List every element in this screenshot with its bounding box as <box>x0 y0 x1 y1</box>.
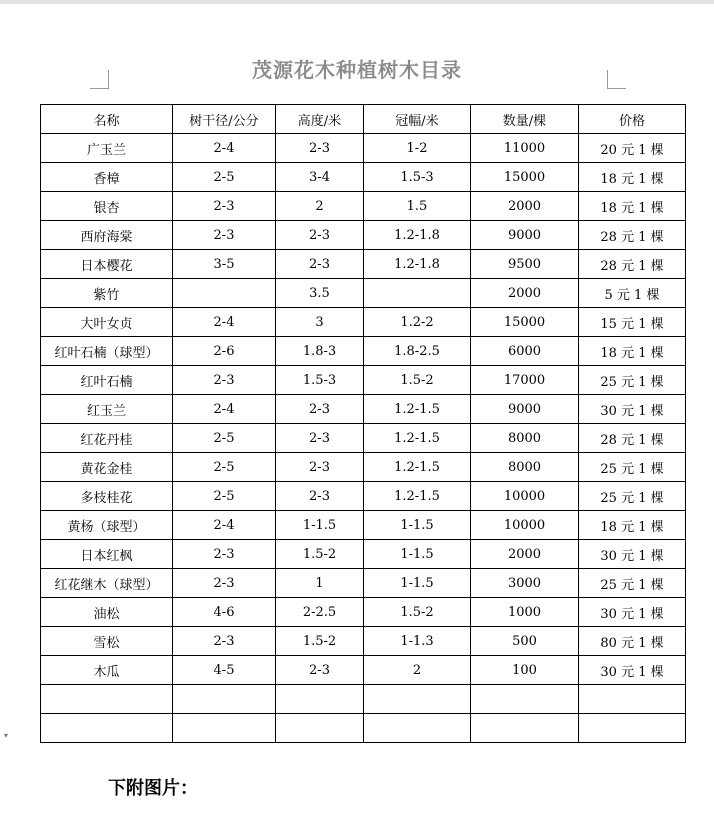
cell-name: 木瓜 <box>41 656 173 685</box>
table-row <box>41 250 686 279</box>
header-trunk-diameter: 树干径/公分 <box>173 105 276 134</box>
cell-quantity: 3000 <box>471 569 579 598</box>
cell-trunk-diameter: 2-3 <box>173 627 276 656</box>
cell-crown-width: 1.5 <box>364 192 471 221</box>
table-row <box>41 685 686 714</box>
cell-height: 2-3 <box>276 656 364 685</box>
table-row <box>41 221 686 250</box>
table-row <box>41 482 686 511</box>
cell-height: 1.8-3 <box>276 337 364 366</box>
cell-height: 2-3 <box>276 134 364 163</box>
header-height: 高度/米 <box>276 105 364 134</box>
table-row <box>41 656 686 685</box>
cell-name: 紫竹 <box>41 279 173 308</box>
cell-crown-width: 1-1.5 <box>364 569 471 598</box>
cell-name: 红叶石楠（球型） <box>41 337 173 366</box>
cell-name: 红花继木（球型） <box>41 569 173 598</box>
table-row <box>41 366 686 395</box>
cell-trunk-diameter <box>173 714 276 743</box>
header-quantity: 数量/棵 <box>471 105 579 134</box>
cell-price: 28 元 1 棵 <box>579 221 686 250</box>
cell-trunk-diameter: 2-3 <box>173 192 276 221</box>
cell-quantity: 8000 <box>471 424 579 453</box>
cell-trunk-diameter: 4-6 <box>173 598 276 627</box>
top-ruler-bar <box>0 0 714 4</box>
cell-quantity <box>471 714 579 743</box>
cell-quantity: 500 <box>471 627 579 656</box>
cell-trunk-diameter: 2-5 <box>173 453 276 482</box>
cell-name: 广玉兰 <box>41 134 173 163</box>
cell-height: 3-4 <box>276 163 364 192</box>
cell-crown-width <box>364 685 471 714</box>
cell-quantity <box>471 685 579 714</box>
cell-price: 80 元 1 棵 <box>579 627 686 656</box>
cell-crown-width: 1.2-1.8 <box>364 221 471 250</box>
cell-height <box>276 714 364 743</box>
cell-price: 18 元 1 棵 <box>579 337 686 366</box>
cell-trunk-diameter <box>173 279 276 308</box>
cell-crown-width: 1.5-2 <box>364 366 471 395</box>
cell-quantity: 2000 <box>471 279 579 308</box>
table-row <box>41 511 686 540</box>
cell-name: 油松 <box>41 598 173 627</box>
cell-quantity: 10000 <box>471 482 579 511</box>
table-row <box>41 308 686 337</box>
table-header-row <box>41 105 686 134</box>
cell-quantity: 9000 <box>471 395 579 424</box>
cell-crown-width: 1.2-1.5 <box>364 424 471 453</box>
table-row <box>41 627 686 656</box>
cell-name: 日本樱花 <box>41 250 173 279</box>
cell-price: 30 元 1 棵 <box>579 656 686 685</box>
cell-quantity: 6000 <box>471 337 579 366</box>
cell-trunk-diameter: 2-5 <box>173 424 276 453</box>
cell-quantity: 15000 <box>471 308 579 337</box>
cell-trunk-diameter: 2-6 <box>173 337 276 366</box>
cell-height: 2-3 <box>276 250 364 279</box>
header-crown-width: 冠幅/米 <box>364 105 471 134</box>
cell-height: 1.5-2 <box>276 540 364 569</box>
cell-crown-width <box>364 714 471 743</box>
table-row <box>41 598 686 627</box>
cell-price: 28 元 1 棵 <box>579 250 686 279</box>
cell-trunk-diameter: 2-4 <box>173 395 276 424</box>
cell-name: 日本红枫 <box>41 540 173 569</box>
cell-trunk-diameter: 2-4 <box>173 308 276 337</box>
cell-crown-width: 1.2-1.8 <box>364 250 471 279</box>
cell-trunk-diameter: 2-3 <box>173 540 276 569</box>
cell-height <box>276 685 364 714</box>
cell-height: 2-3 <box>276 424 364 453</box>
cell-name: 红叶石楠 <box>41 366 173 395</box>
cell-crown-width: 1-1.3 <box>364 627 471 656</box>
cell-name: 香樟 <box>41 163 173 192</box>
cell-height: 2 <box>276 192 364 221</box>
cell-price: 28 元 1 棵 <box>579 424 686 453</box>
cell-height: 1.5-3 <box>276 366 364 395</box>
cell-height: 2-3 <box>276 482 364 511</box>
cell-name: 银杏 <box>41 192 173 221</box>
cell-crown-width: 1.5-2 <box>364 598 471 627</box>
table-row <box>41 192 686 221</box>
cell-trunk-diameter <box>173 685 276 714</box>
table-row <box>41 453 686 482</box>
cell-quantity: 9000 <box>471 221 579 250</box>
cell-quantity: 1000 <box>471 598 579 627</box>
table-row <box>41 540 686 569</box>
header-name: 名称 <box>41 105 173 134</box>
table-row <box>41 424 686 453</box>
cell-crown-width: 1.2-1.5 <box>364 453 471 482</box>
cell-price <box>579 714 686 743</box>
tree-catalog-table <box>40 104 686 743</box>
cell-name: 西府海棠 <box>41 221 173 250</box>
cell-price: 30 元 1 棵 <box>579 395 686 424</box>
cell-price: 18 元 1 棵 <box>579 192 686 221</box>
cell-trunk-diameter: 3-5 <box>173 250 276 279</box>
cell-height: 1.5-2 <box>276 627 364 656</box>
cell-name: 大叶女贞 <box>41 308 173 337</box>
cell-price <box>579 685 686 714</box>
table-row <box>41 134 686 163</box>
cell-price: 20 元 1 棵 <box>579 134 686 163</box>
cell-height: 2-3 <box>276 453 364 482</box>
cell-name: 红花丹桂 <box>41 424 173 453</box>
cell-price: 30 元 1 棵 <box>579 540 686 569</box>
cell-price: 18 元 1 棵 <box>579 511 686 540</box>
cell-trunk-diameter: 2-3 <box>173 569 276 598</box>
cell-crown-width: 1.2-2 <box>364 308 471 337</box>
cell-quantity: 2000 <box>471 540 579 569</box>
table-row <box>41 569 686 598</box>
paragraph-marker: ▾ <box>4 731 9 740</box>
header-price: 价格 <box>579 105 686 134</box>
cell-height: 3.5 <box>276 279 364 308</box>
cell-height: 2-3 <box>276 395 364 424</box>
cell-quantity: 15000 <box>471 163 579 192</box>
cell-crown-width: 1.8-2.5 <box>364 337 471 366</box>
table-row <box>41 279 686 308</box>
cell-name: 黄杨（球型） <box>41 511 173 540</box>
cell-price: 30 元 1 棵 <box>579 598 686 627</box>
cell-crown-width: 1.5-3 <box>364 163 471 192</box>
cell-name: 雪松 <box>41 627 173 656</box>
cell-height: 1-1.5 <box>276 511 364 540</box>
cell-crown-width: 1-1.5 <box>364 511 471 540</box>
cell-name: 多枝桂花 <box>41 482 173 511</box>
table-body <box>41 134 686 743</box>
cell-price: 25 元 1 棵 <box>579 453 686 482</box>
attached-images-heading: 下附图片： <box>108 778 198 799</box>
cell-quantity: 11000 <box>471 134 579 163</box>
cell-height: 2-2.5 <box>276 598 364 627</box>
table-row <box>41 714 686 743</box>
cell-height: 2-3 <box>276 221 364 250</box>
cell-height: 1 <box>276 569 364 598</box>
cell-crown-width: 1.2-1.5 <box>364 482 471 511</box>
cell-name: 红玉兰 <box>41 395 173 424</box>
cell-price: 25 元 1 棵 <box>579 569 686 598</box>
cell-quantity: 100 <box>471 656 579 685</box>
cell-name <box>41 685 173 714</box>
cell-trunk-diameter: 2-3 <box>173 366 276 395</box>
cell-quantity: 10000 <box>471 511 579 540</box>
cell-price: 18 元 1 棵 <box>579 163 686 192</box>
cell-crown-width: 2 <box>364 656 471 685</box>
page-title: 茂源花木种植树木目录 <box>252 58 462 82</box>
cell-trunk-diameter: 2-3 <box>173 221 276 250</box>
cell-trunk-diameter: 2-5 <box>173 482 276 511</box>
cell-quantity: 9500 <box>471 250 579 279</box>
cell-crown-width <box>364 279 471 308</box>
table-row <box>41 337 686 366</box>
cell-crown-width: 1-1.5 <box>364 540 471 569</box>
cell-crown-width: 1.2-1.5 <box>364 395 471 424</box>
cell-name: 黄花金桂 <box>41 453 173 482</box>
cell-price: 15 元 1 棵 <box>579 308 686 337</box>
cell-name <box>41 714 173 743</box>
cell-trunk-diameter: 2-5 <box>173 163 276 192</box>
cell-crown-width: 1-2 <box>364 134 471 163</box>
cell-trunk-diameter: 2-4 <box>173 511 276 540</box>
cell-price: 5 元 1 棵 <box>579 279 686 308</box>
cell-trunk-diameter: 2-4 <box>173 134 276 163</box>
cell-price: 25 元 1 棵 <box>579 366 686 395</box>
cell-quantity: 8000 <box>471 453 579 482</box>
table-row <box>41 395 686 424</box>
cell-quantity: 2000 <box>471 192 579 221</box>
cell-trunk-diameter: 4-5 <box>173 656 276 685</box>
table-row <box>41 163 686 192</box>
cell-quantity: 17000 <box>471 366 579 395</box>
cell-height: 3 <box>276 308 364 337</box>
cell-price: 25 元 1 棵 <box>579 482 686 511</box>
